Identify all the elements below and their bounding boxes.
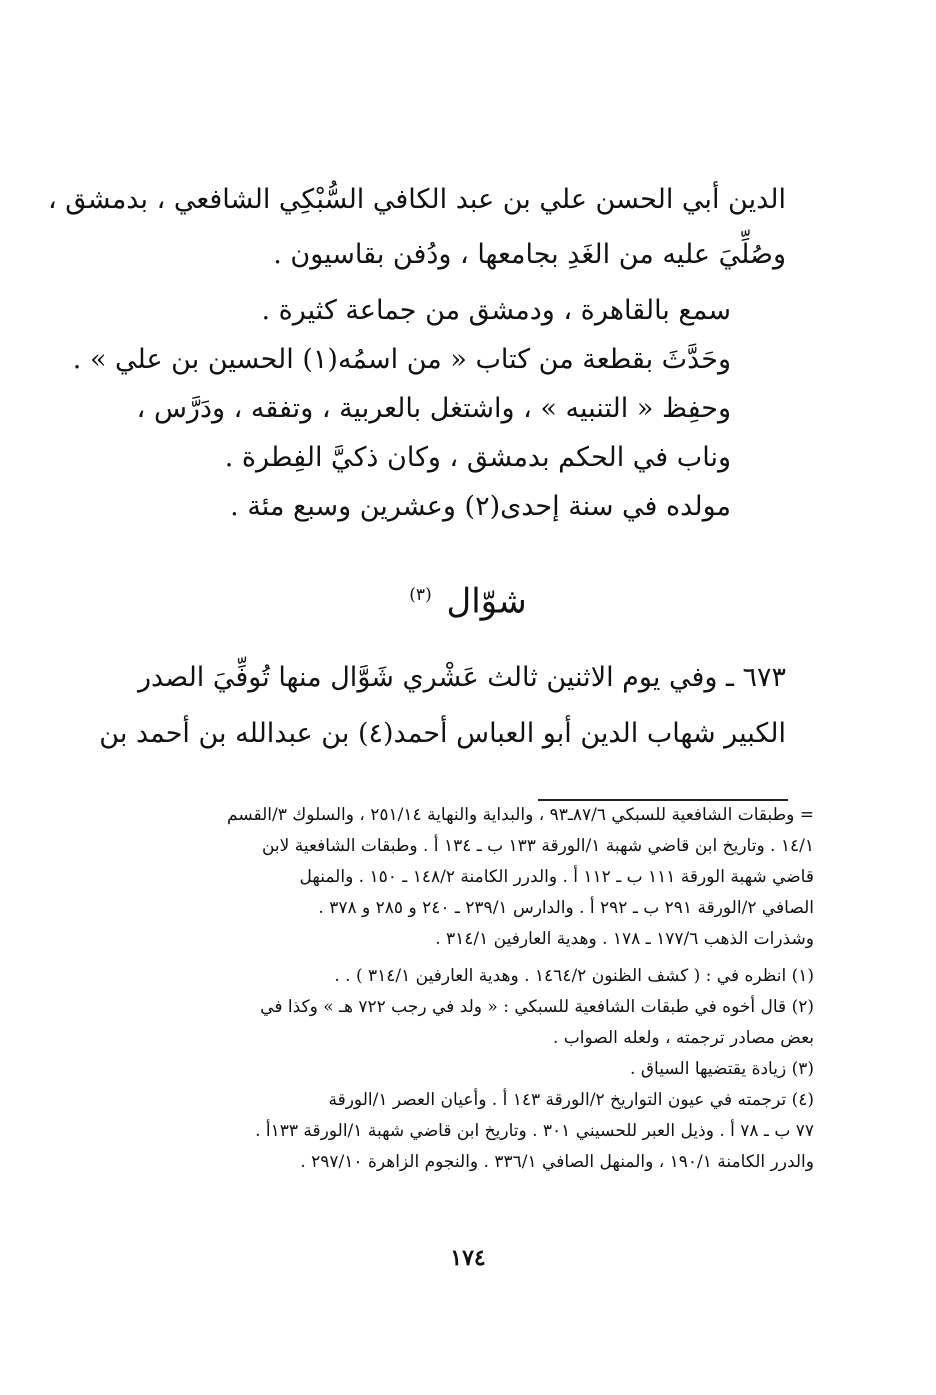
footnote-line: ١٤/١ . وتاريخ ابن قاضي شهبة ١/الورقة ١٣٣ ب ـ ١٣٤ أ . وطبقات الشافعية لابن: [261, 836, 814, 856]
footnote-1: (١) انظره في : ( كشف الظنون ١٤٦٤/٢ . وهدية العارفين ٣١٤/١ ) . .: [334, 966, 814, 986]
text-line: مولده في سنة إحدى(٢) وعشرين وسبع مئة .: [230, 491, 731, 522]
footnote-line: الصافي ٢/الورقة ٢٩١ ب ـ ٢٩٢ أ . والدارس ٢٣٩/١ ـ ٢٤٠ و ٢٨٥ و ٣٧٨ .: [318, 898, 814, 918]
page-number: ١٧٤: [450, 1245, 486, 1271]
footnote-3: (٣) زيادة يقتضيها السياق .: [630, 1059, 814, 1079]
text-line: الدين أبي الحسن علي بن عبد الكافي السُّبْكِي الشافعي ، بدمشق ،: [47, 184, 786, 215]
biography-lines: [72, 286, 731, 531]
footnote-line: = وطبقات الشافعية للسبكي ٨٧/٦ـ٩٣ ، والبداية والنهاية ٢٥١/١٤ ، والسلوك ٣/القسم: [227, 805, 814, 825]
footnote-4: (٤) ترجمته في عيون التواريخ ٢/الورقة ١٤٣ أ . وأعيان العصر ١/الورقة: [328, 1090, 814, 1110]
heading-footnote-ref: (٣): [409, 585, 432, 605]
footnote-4-continued: ٧٧ ب ـ ٧٨ أ . وذيل العبر للحسيني ٣٠١ . وتاريخ ابن قاضي شهبة ١/الورقة ١٣٣أ .: [255, 1121, 814, 1141]
footnotes: [124, 800, 814, 1178]
month-heading: [0, 565, 936, 631]
text-line: ٦٧٣ ـ وفي يوم الاثنين ثالث عَشْري شَوَّال منها تُوفِّيَ الصدر: [137, 662, 786, 693]
footnote-4-continued: والدرر الكامنة ١٩٠/١ ، والمنهل الصافي ٣٣٦/١ . والنجوم الزاهرة ٢٩٧/١٠ .: [300, 1152, 814, 1172]
text-line: وناب في الحكم بدمشق ، وكان ذكيَّ الفِطرة .: [224, 442, 731, 473]
intro-paragraph: [47, 172, 786, 282]
text-line: وحفِظ « التنبيه » ، واشتغل بالعربية ، وتفقه ، ودَرَّس ،: [136, 393, 731, 424]
footnote-2: (٢) قال أخوه في طبقات الشافعية للسبكي : « ولد في رجب ٧٢٢ هـ » وكذا في: [260, 997, 814, 1017]
text-line: الكبير شهاب الدين أبو العباس أحمد(٤) بن عبدالله بن أحمد بن: [99, 718, 786, 749]
text-line: وصُلِّيَ عليه من الغَدِ بجامعها ، ودُفن بقاسيون .: [273, 239, 786, 270]
footnote-line: وشذرات الذهب ١٧٧/٦ ـ ١٧٨ . وهدية العارفين ٣١٤/١ .: [435, 929, 814, 949]
entry-paragraph: [99, 650, 786, 762]
footnote-2-continued: بعض مصادر ترجمته ، ولعله الصواب .: [552, 1028, 814, 1048]
text-line: سمع بالقاهرة ، ودمشق من جماعة كثيرة .: [261, 295, 731, 326]
text-line: وحَدَّثَ بقطعة من كتاب « من اسمُه(١) الحسين بن علي » .: [72, 344, 731, 375]
footnote-line: قاضي شهبة الورقة ١١١ ب ـ ١١٢ أ . والدرر الكامنة ١٤٨/٢ ـ ١٥٠ . والمنهل: [299, 867, 814, 887]
month-title: شوّال: [446, 581, 527, 622]
